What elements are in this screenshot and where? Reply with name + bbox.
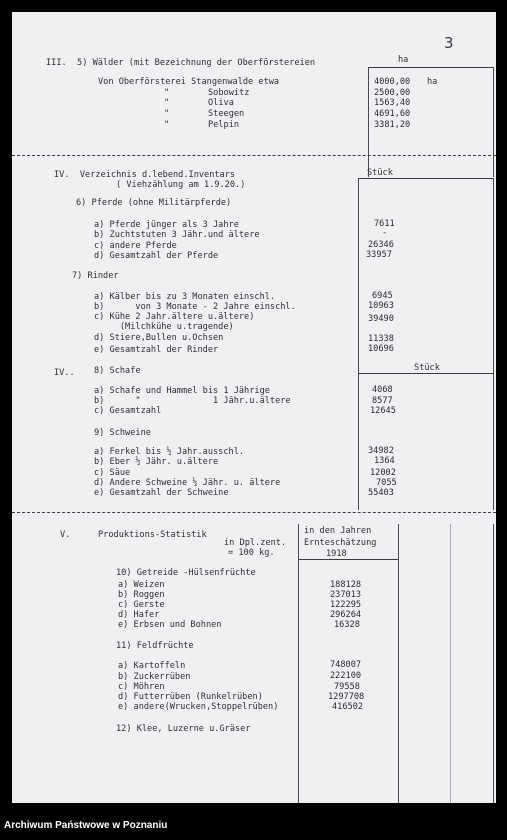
- section-4-subheading: ( Viehzählung am 1.9.20.): [116, 180, 246, 190]
- forest-label: Sobowitz: [208, 88, 250, 98]
- row-value: 34982: [368, 446, 394, 456]
- row-value: 237013: [330, 590, 362, 600]
- column-line: [493, 178, 494, 510]
- row-value: 55403: [368, 488, 394, 498]
- row-label: d) Hafer: [118, 610, 160, 620]
- group-title: 10) Getreide -Hülsenfrüchte: [116, 568, 256, 578]
- row-label: a) Ferkel bis ½ Jahr.ausschl.: [94, 447, 245, 457]
- group-title: 12) Klee, Luzerne u.Gräser: [116, 724, 251, 734]
- section-divider: [12, 155, 496, 156]
- header-rule: [368, 67, 494, 68]
- row-label: b) Zuchtstuten 3 Jähr.und ältere: [94, 230, 260, 240]
- row-label: c) Säue: [94, 468, 131, 478]
- col-header-line: in den Jahren: [304, 526, 372, 536]
- unit-line: in Dpl.zent.: [224, 538, 287, 548]
- row-label: c) Gerste: [118, 600, 165, 610]
- column-line: [298, 524, 299, 803]
- row-value: 1364: [374, 456, 395, 466]
- row-label: d) Stiere,Bullen u.Ochsen: [94, 333, 224, 343]
- row-value: 188128: [330, 580, 362, 590]
- row-label: d) Gesamtzahl der Pferde: [94, 251, 219, 261]
- row-label: b) Roggen: [118, 590, 165, 600]
- column-line: [398, 524, 399, 803]
- section-4-unit: Stück: [367, 168, 393, 178]
- row-value: 16328: [334, 620, 360, 630]
- column-line: [450, 524, 451, 803]
- row-label: e) andere(Wrucken,Stoppelrüben): [118, 702, 279, 712]
- document-page: [12, 12, 496, 803]
- row-label: e) Erbsen und Bohnen: [118, 620, 222, 630]
- row-value: 11338: [368, 334, 394, 344]
- row-label: a) Kartoffeln: [118, 661, 186, 671]
- row-value: 8577: [372, 396, 393, 406]
- forest-value: 3381,20: [374, 120, 411, 130]
- row-label: b) Zuckerrüben: [118, 672, 191, 682]
- row-label: b) Eber ½ Jähr. u.ältere: [94, 457, 219, 467]
- row-label: (Milchkühe u.tragende): [94, 322, 234, 332]
- row-label: a) Kälber bis zu 3 Monaten einschl.: [94, 292, 276, 302]
- group-title: 11) Feldfrüchte: [116, 641, 194, 651]
- row-label: a) Pferde jünger als 3 Jahre: [94, 220, 239, 230]
- group-title: 6) Pferde (ohne Militärpferde): [76, 198, 232, 208]
- group-title: 8) Schafe: [94, 366, 141, 376]
- section-5-heading: Produktions-Statistik: [98, 530, 207, 540]
- row-value: 33957: [366, 250, 392, 260]
- row-value: 12645: [370, 406, 396, 416]
- row-value: 39490: [368, 314, 394, 324]
- row-value: 7611: [374, 219, 395, 229]
- row-label: c) Möhren: [118, 682, 165, 692]
- row-value: 12002: [370, 468, 396, 478]
- row-value: 10696: [368, 344, 394, 354]
- row-label: c) Gesamtzahl: [94, 406, 162, 416]
- archive-footer: [0, 812, 507, 840]
- header-rule: [298, 559, 398, 560]
- ditto-mark: ": [164, 120, 170, 130]
- section-4b-unit: Stück: [414, 363, 440, 373]
- ditto-mark: ": [164, 88, 170, 98]
- forest-label: Pelpin: [208, 120, 240, 130]
- section-divider: [12, 512, 496, 513]
- section-3-unit: ha: [398, 55, 409, 65]
- row-label: b) " 1 Jähr.u.ältere: [94, 396, 291, 406]
- row-value: 222100: [330, 671, 362, 681]
- forest-value: 1563,40: [374, 98, 411, 108]
- header-rule: [358, 178, 494, 179]
- row-label: d) Andere Schweine ½ Jähr. u. ältere: [94, 478, 281, 488]
- row-value: 416502: [332, 702, 364, 712]
- group-title: 7) Rinder: [72, 271, 119, 281]
- row-value: 7055: [376, 478, 397, 488]
- forest-label: Oliva: [208, 98, 234, 108]
- row-value: 79558: [334, 682, 360, 692]
- row-label: e) Gesamtzahl der Schweine: [94, 488, 229, 498]
- forest-value: 4000,00: [374, 77, 411, 87]
- section-5-label: V.: [60, 530, 71, 540]
- row-label: e) Gesamtzahl der Rinder: [94, 345, 219, 355]
- row-value: -: [382, 228, 388, 238]
- page-number: 3: [444, 34, 454, 52]
- forest-label: Steegen: [208, 109, 245, 119]
- column-line: [493, 67, 494, 177]
- column-line: [358, 178, 359, 510]
- ditto-mark: ": [164, 98, 170, 108]
- row-value: 10963: [368, 301, 394, 311]
- forest-value: 4691,60: [374, 109, 411, 119]
- unit-line: = 100 kg.: [228, 548, 275, 558]
- row-value: 26346: [368, 240, 394, 250]
- row-label: c) Kühe 2 Jahr.ältere u.ältere): [94, 312, 255, 322]
- section-4-heading: IV. Verzeichnis d.lebend.Inventars: [54, 170, 236, 180]
- forest-value: 2500,00: [374, 88, 411, 98]
- col-header-line: 1918: [326, 549, 347, 559]
- column-line: [368, 67, 369, 177]
- row-label: a) Schafe und Hammel bis 1 Jährige: [94, 386, 270, 396]
- group-title: 9) Schweine: [94, 428, 151, 438]
- column-line: [493, 524, 494, 803]
- forest-intro: Von Oberförsterei Stangenwalde etwa: [98, 77, 280, 87]
- archive-name: Archiwum Państwowe w Poznaniu: [4, 820, 168, 831]
- row-label: d) Futterrüben (Runkelrüben): [118, 692, 263, 702]
- row-value: 122295: [330, 600, 362, 610]
- row-value: 4068: [372, 385, 393, 395]
- row-label: a) Weizen: [118, 580, 165, 590]
- header-rule: [358, 373, 494, 374]
- section-4b-label: IV..: [54, 368, 75, 378]
- row-value: 1297708: [328, 692, 365, 702]
- row-label: c) andere Pferde: [94, 241, 177, 251]
- forest-unit: ha: [427, 77, 438, 87]
- section-3-heading: III. 5) Wälder (mit Bezeichnung der Oberförstereien: [46, 58, 316, 68]
- row-label: b) von 3 Monate - 2 Jahre einschl.: [94, 302, 296, 312]
- row-value: 6945: [372, 291, 393, 301]
- row-value: 296264: [330, 610, 362, 620]
- ditto-mark: ": [164, 109, 170, 119]
- row-value: 748007: [330, 660, 362, 670]
- col-header-line: Ernteschätzung: [304, 538, 377, 548]
